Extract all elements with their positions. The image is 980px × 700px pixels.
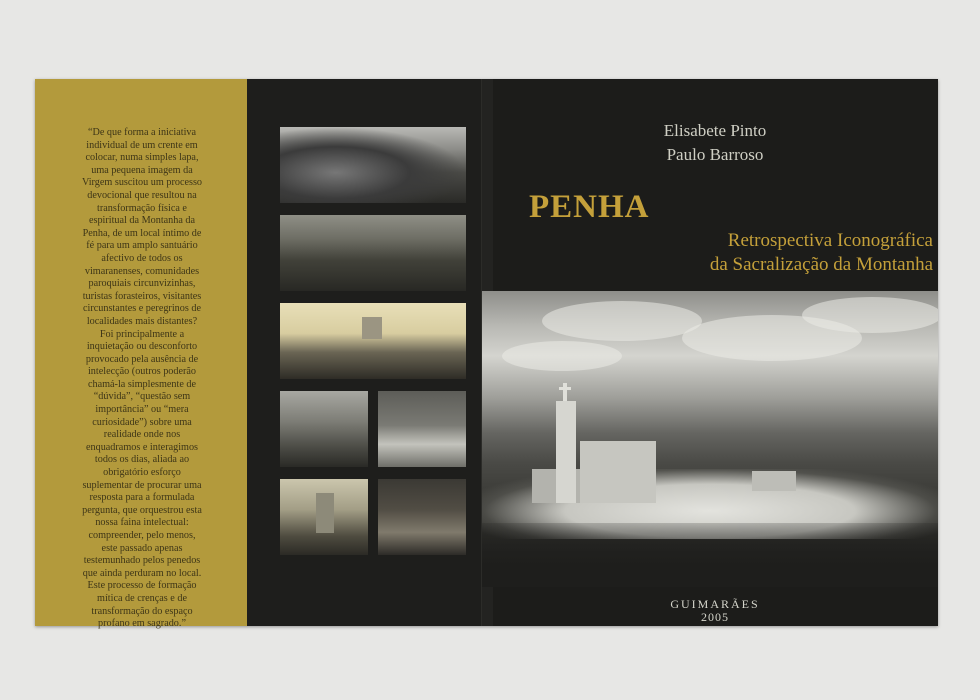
- front-cover: [493, 79, 938, 626]
- photo-procession: [378, 479, 466, 555]
- photo-rocks-view: [280, 391, 368, 467]
- back-cover: [247, 79, 481, 626]
- flap-quote: “De que forma a iniciativa individual de um crente em colocar, numa simples lapa, uma pequena imagem da Virgem suscitou um processo devocional que resultou na transformação física e espiritual da Montanha da Penha, de um local íntimo de fé para um amplo santuário afectivo de todos os vimaranenses, comunidades paroquiais circunvizinhas, turistas forasteiros, visitantes circunstantes e peregrinos de localidades mais distantes? Foi principalmente a inquietação ou desconforto provocado pela ausência de intelecção (outros poderão chamá-la simplesmente de “dúvida”, “questão sem importância” ou “mera curiosidade”) sobre uma realidade onde nos enquadramos e interagimos todos os dias, aliada ao obrigatório esforço suplementar de procurar uma resposta para a formulada pergunta, que orquestrou esta nossa faina intelectual: compreender, pelo menos, este passado apenas testemunhado pelos penedos que ainda perduram no local. Este processo de formação mítica de crenças e de transformação do espaço profano em sagrado.”: [81, 127, 203, 630]
- book-title: PENHA: [529, 189, 650, 225]
- foreground-trees: [482, 523, 938, 587]
- church-tower: [556, 401, 576, 503]
- cover-photo-sanctuary: [482, 291, 938, 587]
- distant-house: [752, 471, 796, 491]
- inside-flap: [35, 79, 247, 630]
- photo-church-tower: [280, 479, 368, 555]
- book-subtitle-line1: Retrospectiva Iconográfica: [727, 230, 933, 251]
- book-subtitle-line2: da Sacralização da Montanha: [709, 254, 933, 275]
- author-name-2: Paulo Barroso: [666, 145, 764, 164]
- cross-icon: [563, 383, 567, 401]
- publication-year: 2005: [701, 610, 729, 624]
- photo-altar-ceremony: [378, 391, 466, 467]
- book-cover: [35, 79, 938, 630]
- photo-mountain-landscape: [280, 215, 466, 291]
- sanctuary-church: [580, 441, 656, 503]
- author-name-1: Elisabete Pinto: [663, 121, 767, 140]
- photo-sanctuary-gathering: [280, 303, 466, 379]
- publication-place: GUIMARÃES: [670, 597, 760, 611]
- photo-pilgrim-crowd: [280, 127, 466, 203]
